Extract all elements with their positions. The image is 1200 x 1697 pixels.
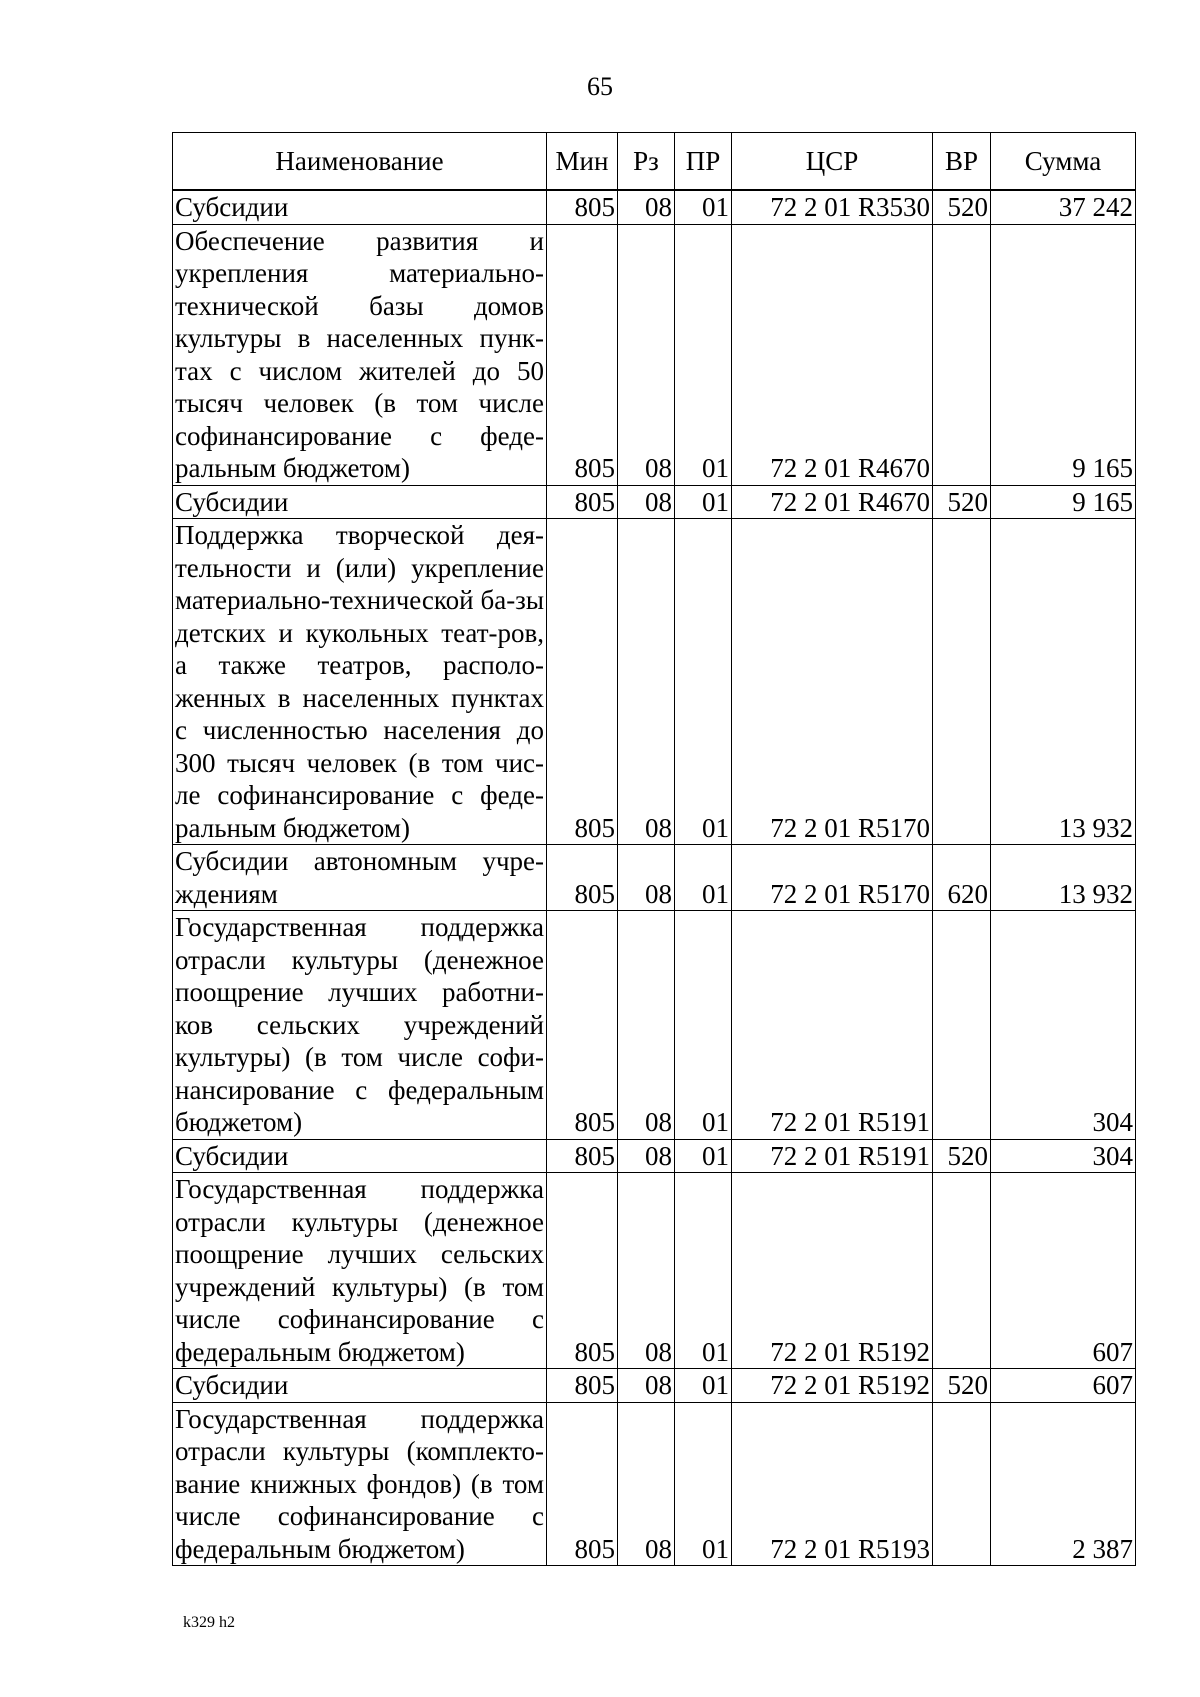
table-row [173,190,1136,224]
cell-min: 805 [547,1402,618,1566]
cell-rz: 08 [618,190,675,224]
cell-sum: 9 165 [991,224,1136,485]
cell-vr [933,1402,991,1566]
cell-rz: 08 [618,911,675,1140]
header-vr: ВР [933,133,991,191]
header-row [173,133,1136,191]
cell-sum: 607 [991,1369,1136,1403]
cell-vr: 520 [933,485,991,519]
cell-pr: 01 [675,1402,732,1566]
cell-name: Субсидии [173,485,547,519]
cell-rz: 08 [618,224,675,485]
cell-vr [933,519,991,845]
header-csr: ЦСР [732,133,933,191]
cell-csr: 72 2 01 R5192 [732,1369,933,1403]
table-body [173,190,1136,1566]
cell-min: 805 [547,1369,618,1403]
cell-vr: 520 [933,190,991,224]
cell-pr: 01 [675,1173,732,1369]
cell-vr: 520 [933,1369,991,1403]
cell-rz: 08 [618,1173,675,1369]
cell-csr: 72 2 01 R4670 [732,224,933,485]
cell-csr: 72 2 01 R5192 [732,1173,933,1369]
cell-csr: 72 2 01 R5191 [732,911,933,1140]
table-row [173,224,1136,485]
cell-pr: 01 [675,1369,732,1403]
cell-csr: 72 2 01 R5193 [732,1402,933,1566]
cell-min: 805 [547,224,618,485]
table-row [173,911,1136,1140]
cell-rz: 08 [618,1369,675,1403]
cell-pr: 01 [675,224,732,485]
cell-pr: 01 [675,911,732,1140]
cell-vr: 620 [933,845,991,911]
cell-name: Обеспечение развития и укрепления материально-технической базы домов культуры в населенных пунк-тах с числом жителей до 50 тысяч человек (в том числе софинансирование с феде-ральным бюджетом) [173,224,547,485]
cell-sum: 304 [991,911,1136,1140]
table-row [173,519,1136,845]
cell-name: Государственная поддержка отрасли культуры (денежное поощрение лучших работни-ков сельских учреждений культуры) (в том числе софи-нансирование с федеральным бюджетом) [173,911,547,1140]
table-row [173,1369,1136,1403]
header-pr: ПР [675,133,732,191]
cell-vr [933,911,991,1140]
table-row [173,1402,1136,1566]
cell-sum: 607 [991,1173,1136,1369]
header-sum: Сумма [991,133,1136,191]
table-row [173,1139,1136,1173]
cell-rz: 08 [618,1139,675,1173]
cell-min: 805 [547,485,618,519]
cell-name: Субсидии [173,1369,547,1403]
cell-min: 805 [547,190,618,224]
header-name: Наименование [173,133,547,191]
table-row [173,485,1136,519]
cell-pr: 01 [675,190,732,224]
cell-rz: 08 [618,845,675,911]
cell-name: Государственная поддержка отрасли культуры (комплекто-вание книжных фондов) (в том числе софинансирование с федеральным бюджетом) [173,1402,547,1566]
cell-min: 805 [547,845,618,911]
cell-sum: 2 387 [991,1402,1136,1566]
cell-name: Субсидии [173,190,547,224]
cell-min: 805 [547,1173,618,1369]
budget-table [172,132,1136,1566]
cell-min: 805 [547,519,618,845]
cell-sum: 304 [991,1139,1136,1173]
cell-sum: 9 165 [991,485,1136,519]
cell-vr: 520 [933,1139,991,1173]
cell-csr: 72 2 01 R4670 [732,485,933,519]
page-number: 65 [587,72,613,101]
cell-csr: 72 2 01 R5191 [732,1139,933,1173]
cell-csr: 72 2 01 R3530 [732,190,933,224]
cell-pr: 01 [675,1139,732,1173]
cell-min: 805 [547,1139,618,1173]
header-min: Мин [547,133,618,191]
cell-rz: 08 [618,519,675,845]
cell-min: 805 [547,911,618,1140]
cell-vr [933,224,991,485]
cell-pr: 01 [675,845,732,911]
header-rz: Рз [618,133,675,191]
footer-code: k329 h2 [183,1614,235,1631]
cell-sum: 37 242 [991,190,1136,224]
cell-pr: 01 [675,519,732,845]
table-header [173,133,1136,191]
cell-sum: 13 932 [991,845,1136,911]
cell-sum: 13 932 [991,519,1136,845]
cell-name: Субсидии [173,1139,547,1173]
cell-pr: 01 [675,485,732,519]
cell-name: Субсидии автономным учре-ждениям [173,845,547,911]
cell-csr: 72 2 01 R5170 [732,519,933,845]
cell-csr: 72 2 01 R5170 [732,845,933,911]
cell-rz: 08 [618,1402,675,1566]
cell-name: Поддержка творческой дея-тельности и (или) укрепление материально-технической ба-зы детских и кукольных теат-ров, а также театров, располо-женных в населенных пунктах с численностью населения до 300 тысяч человек (в том чис-ле софинансирование с феде-ральным бюджетом) [173,519,547,845]
cell-rz: 08 [618,485,675,519]
cell-name: Государственная поддержка отрасли культуры (денежное поощрение лучших сельских учреждений культуры) (в том числе софинансирование с федеральным бюджетом) [173,1173,547,1369]
table-row [173,1173,1136,1369]
table-row [173,845,1136,911]
cell-vr [933,1173,991,1369]
